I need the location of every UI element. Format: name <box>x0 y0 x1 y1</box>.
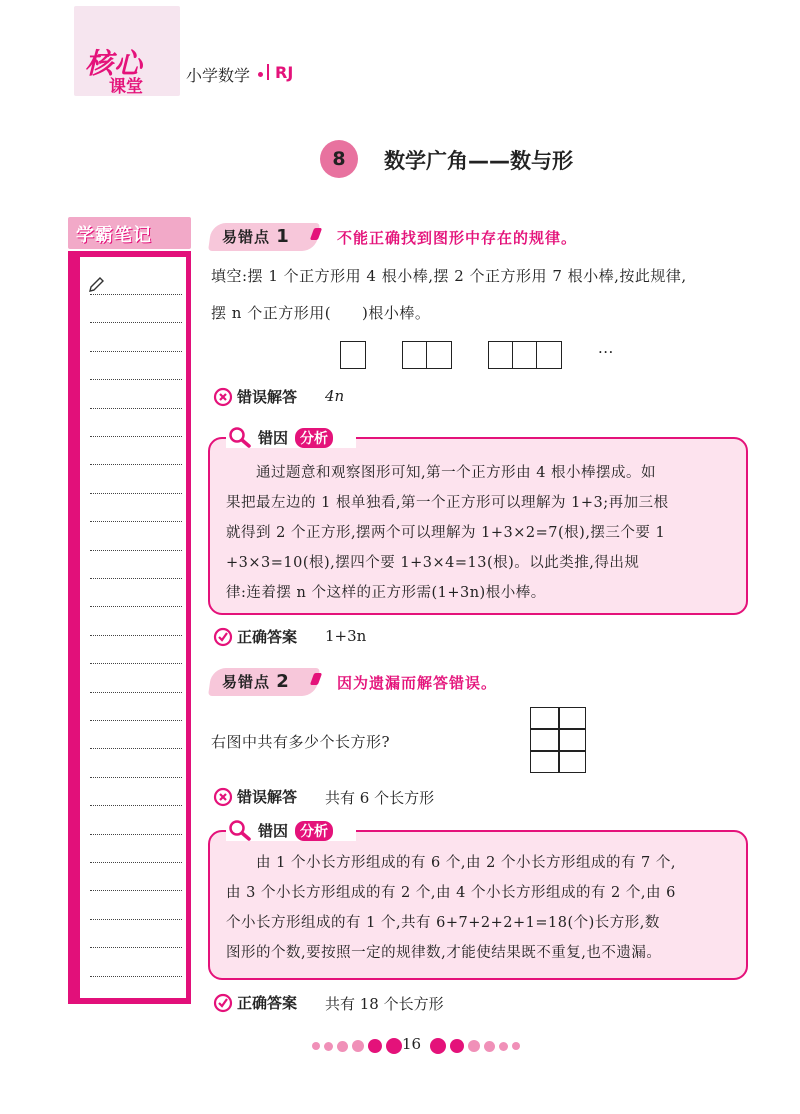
wrong-answer-icon <box>213 387 233 407</box>
error-point-2-description: 因为遗漏而解答错误。 <box>337 674 498 692</box>
analysis-1-line: 就得到 2 个正方形,摆两个可以理解为 1+3×2=7(根),摆三个要 1 <box>226 525 666 541</box>
analysis-2-line: 由 1 个小长方形组成的有 6 个,由 2 个小长方形组成的有 7 个, <box>256 855 676 871</box>
page-dots-left <box>312 1038 402 1054</box>
error-point-1-description: 不能正确找到图形中存在的规律。 <box>337 229 578 247</box>
analysis-text-1 <box>226 458 736 608</box>
analysis-2-line: 由 3 个小长方形组成的有 2 个,由 4 个小长方形组成的有 2 个,由 6 <box>226 885 676 901</box>
sidebar-title: 学霸笔记 <box>76 225 152 246</box>
note-line <box>90 464 182 465</box>
magnifier-icon <box>228 819 252 841</box>
note-line <box>90 720 182 721</box>
note-line <box>90 834 182 835</box>
analysis-1-line: +3×3=10(根),摆四个要 1+3×4=13(根)。以此类推,得出规 <box>226 555 640 571</box>
analysis-1-line: 果把最左边的 1 根单独看,第一个正方形可以理解为 1+3;再加三根 <box>226 495 669 511</box>
figure-three-squares <box>488 341 562 369</box>
wrong-answer-icon <box>213 787 233 807</box>
cause-label-1: 错因 <box>258 429 289 447</box>
wrong-answer-label-2: 错误解答 <box>237 788 298 806</box>
note-line <box>90 635 182 636</box>
note-line <box>90 805 182 806</box>
chapter-title: 数学广角——数与形 <box>384 149 573 173</box>
note-line <box>90 379 182 380</box>
page-number: 16 <box>402 1035 422 1053</box>
note-line <box>90 692 182 693</box>
page-dots-right <box>430 1038 520 1054</box>
correct-answer-value-1: 1+3n <box>325 627 367 645</box>
note-line <box>90 976 182 977</box>
note-line <box>90 748 182 749</box>
note-line <box>90 919 182 920</box>
question-1-line1: 填空:摆 1 个正方形用 4 根小棒,摆 2 个正方形用 7 根小棒,按此规律, <box>211 267 687 285</box>
note-line <box>90 578 182 579</box>
note-line <box>90 606 182 607</box>
correct-answer-value-2: 共有 18 个长方形 <box>325 995 444 1013</box>
edition-label: RJ <box>275 63 294 82</box>
analysis-text-2 <box>226 848 736 968</box>
note-line <box>90 777 182 778</box>
wrong-answer-value-1: 4n <box>325 387 345 405</box>
wrong-answer-label-1: 错误解答 <box>237 388 298 406</box>
note-line <box>90 663 182 664</box>
separator-dot <box>258 72 263 77</box>
analysis-1-line: 通过题意和观察图形可知,第一个正方形由 4 根小棒摆成。如 <box>256 465 657 481</box>
analysis-2-line: 图形的个数,要按照一定的规律数,才能使结果既不重复,也不遗漏。 <box>226 945 662 961</box>
rectangle-grid-figure <box>530 707 586 773</box>
note-line <box>90 521 182 522</box>
analysis-1-line: 律:连着摆 n 个这样的正方形需(1+3n)根小棒。 <box>226 585 546 601</box>
wrong-answer-value-2: 共有 6 个长方形 <box>325 789 435 807</box>
cause-tag-1: 分析 <box>295 428 333 448</box>
subject-label: 小学数学 <box>186 66 251 85</box>
correct-answer-icon <box>213 993 233 1013</box>
note-line <box>90 294 182 295</box>
figure-two-squares <box>402 341 452 369</box>
analysis-2-line: 个小长方形组成的有 1 个,共有 6+7+2+2+1=18(个)长方形,数 <box>226 915 660 931</box>
pencil-icon <box>88 277 106 293</box>
separator-bar <box>267 64 269 80</box>
logo-line1: 核心 <box>85 47 144 80</box>
question-1-line2: 摆 n 个正方形用( )根小棒。 <box>211 304 431 322</box>
chapter-number-badge: 8 <box>320 140 358 178</box>
correct-answer-label-1: 正确答案 <box>237 628 298 646</box>
note-line <box>90 890 182 891</box>
note-line <box>90 550 182 551</box>
note-line <box>90 408 182 409</box>
note-line <box>90 322 182 323</box>
figure-ellipsis: ··· <box>598 343 614 361</box>
figure-one-square <box>340 341 366 369</box>
cause-tag-2: 分析 <box>295 821 333 841</box>
cause-label-2: 错因 <box>258 822 289 840</box>
logo-line2: 课堂 <box>109 77 143 97</box>
question-2: 右图中共有多少个长方形? <box>211 733 391 751</box>
sidebar-notes-area <box>80 257 186 998</box>
correct-answer-icon <box>213 627 233 647</box>
correct-answer-label-2: 正确答案 <box>237 994 298 1012</box>
error-point-2-label: 易错点 2 <box>222 671 290 692</box>
magnifier-icon <box>228 426 252 448</box>
error-point-1-label: 易错点 1 <box>222 226 290 247</box>
note-line <box>90 436 182 437</box>
note-line <box>90 351 182 352</box>
note-line <box>90 862 182 863</box>
note-line <box>90 493 182 494</box>
note-line <box>90 947 182 948</box>
